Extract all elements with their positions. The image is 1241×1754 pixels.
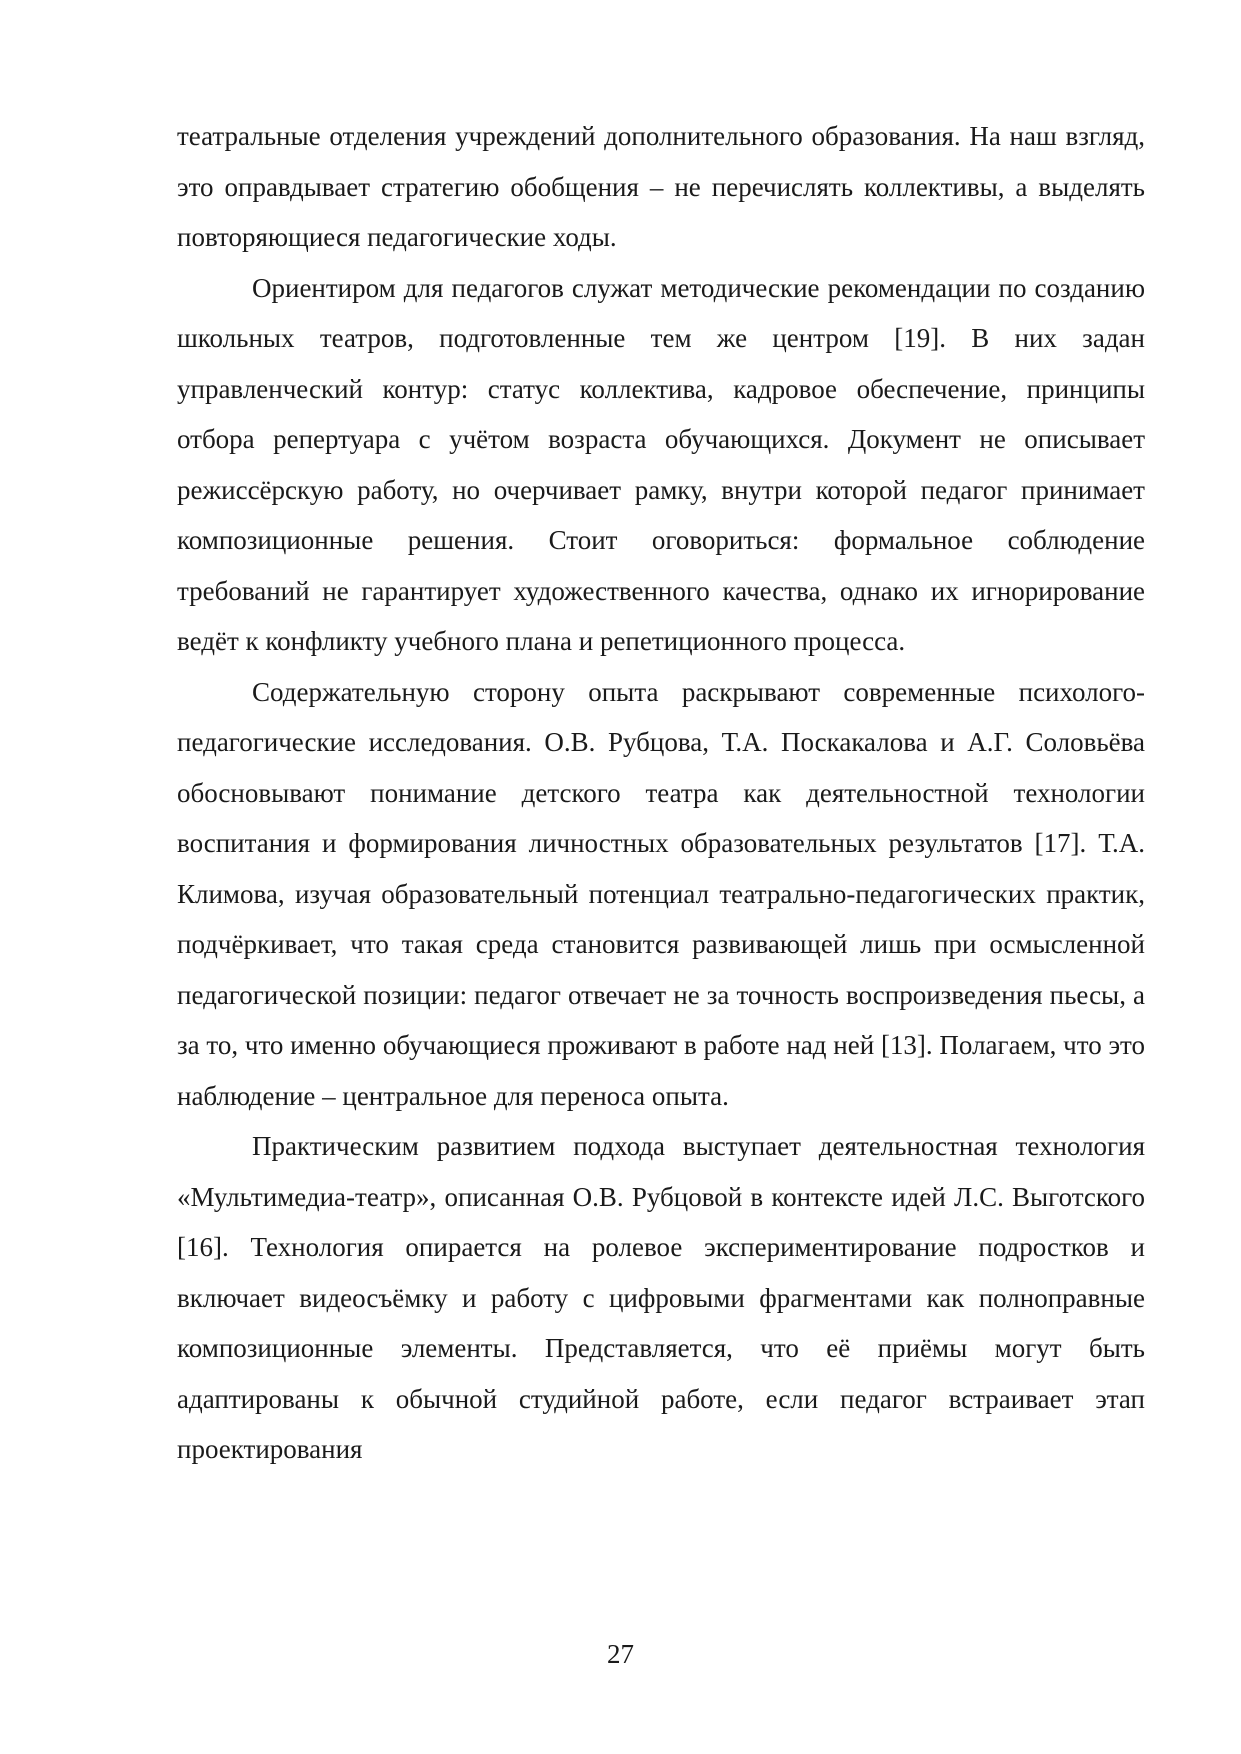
paragraph-continuation: театральные отделения учреждений дополнительного образования. На наш взгляд, это оправдывает стратегию обобщения – не перечислять коллективы, а выделять повторяющиеся педагогические ходы. (177, 121, 1145, 252)
body-text (177, 111, 1145, 1475)
paragraph-psychological-research: Содержательную сторону опыта раскрывают современные психолого-педагогические исследования. О.В. Рубцова, Т.А. Поскакалова и А.Г. Соловьёва обосновывают понимание детского театра как деятельностной технологии воспитания и формирования личностных образовательных результатов [17]. Т.А. Климова, изучая образовательный потенциал театрально-педагогических практик, подчёркивает, что такая среда становится развивающей лишь при осмысленной педагогической позиции: педагог отвечает не за точность воспроизведения пьесы, а за то, что именно обучающиеся проживают в работе над ней [13]. Полагаем, что это наблюдение – центральное для переноса опыта. (177, 676, 1145, 1111)
paragraph-multimedia-theatre: Практическим развитием подхода выступает деятельностная технология «Мультимедиа-театр», описанная О.В. Рубцовой в контексте идей Л.С. Выготского [16]. Технология опирается на ролевое экспериментирование подростков и включает видеосъёмку и работу с цифровыми фрагментами как полноправные композиционные элементы. Представляется, что её приёмы могут быть адаптированы к обычной студийной работе, если педагог встраивает этап проектирования (177, 1131, 1145, 1464)
page-number: 27 (607, 1639, 634, 1669)
paragraph-methodical-recommendations: Ориентиром для педагогов служат методические рекомендации по созданию школьных театров, подготовленные тем же центром [19]. В них задан управленческий контур: статус коллектива, кадровое обеспечение, принципы отбора репертуара с учётом возраста обучающихся. Документ не описывает режиссёрскую работу, но очерчивает рамку, внутри которой педагог принимает композиционные решения. Стоит оговориться: формальное соблюдение требований не гарантирует художественного качества, однако их игнорирование ведёт к конфликту учебного плана и репетиционного процесса. (177, 272, 1145, 656)
